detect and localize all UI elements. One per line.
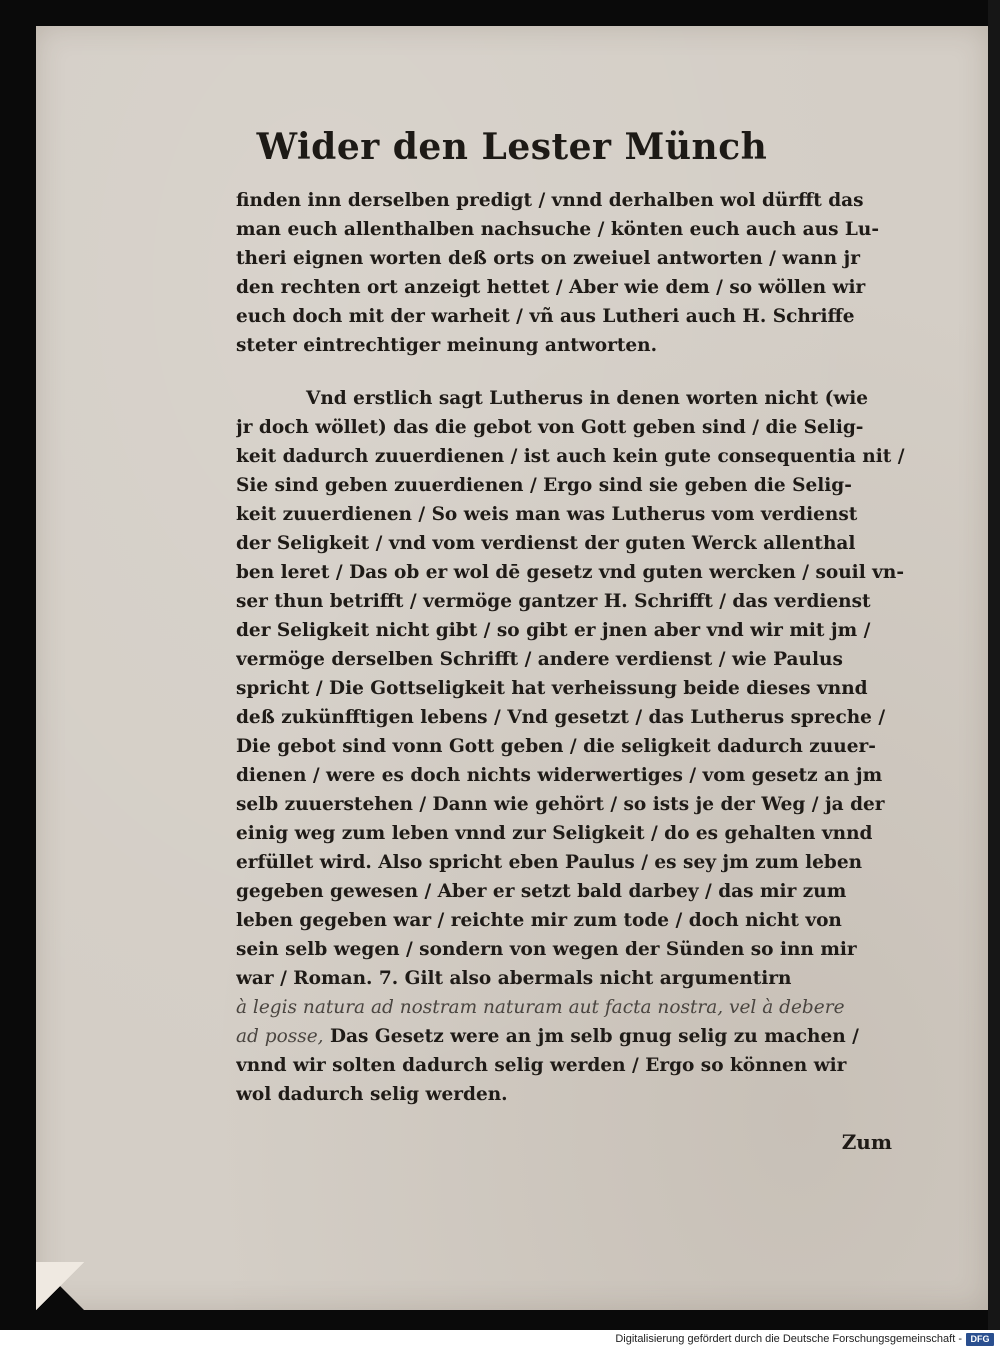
text-line: euch doch mit der warheit / vñ aus Lutheri auch H. Schriffe (236, 306, 855, 327)
book-page (36, 26, 988, 1310)
dfg-logo-icon: DFG (966, 1333, 994, 1346)
text-line: ben leret / Das ob er wol dē gesetz vnd guten wercken / souil vn- (236, 562, 905, 583)
text-line: selb zuuerstehen / Dann wie gehört / so ists je der Weg / ja der (236, 794, 885, 815)
text-line: erfüllet wird. Also spricht eben Paulus / es sey jm zum leben (236, 852, 863, 873)
text-line: spricht / Die Gottseligkeit hat verheissung beide dieses vnnd (236, 678, 868, 699)
text-line: den rechten ort anzeigt hettet / Aber wie dem / so wöllen wir (236, 277, 866, 298)
catchword: Zum (841, 1130, 892, 1154)
text-line: ser thun betrifft / vermöge gantzer H. Schrifft / das verdienst (236, 591, 871, 612)
text-line: keit zuuerdienen / So weis man was Lutherus vom verdienst (236, 504, 858, 525)
paragraph-1 (236, 186, 944, 360)
text-line: deß zukünfftigen lebens / Vnd gesetzt / das Lutherus spreche / (236, 707, 886, 728)
text-line: finden inn derselben predigt / vnnd derhalben wol dürfft das (236, 190, 864, 211)
footer-credit: Digitalisierung gefördert durch die Deutsche Forschungsgemeinschaft - (615, 1333, 962, 1345)
text-line: à legis natura ad nostram naturam aut facta nostra, vel à debere (236, 997, 845, 1018)
text-line: keit dadurch zuuerdienen / ist auch kein gute consequentia nit / (236, 446, 905, 467)
text-line: dienen / were es doch nichts widerwertiges / vom gesetz an jm (236, 765, 883, 786)
text-line: jr doch wöllet) das die gebot von Gott geben sind / die Selig- (236, 417, 864, 438)
text-line: Vnd erstlich sagt Lutherus in denen worten nicht (wie (306, 388, 869, 409)
german-phrase: Das Gesetz were an jm selb gnug selig zu machen / (323, 1026, 859, 1047)
footer-bar (0, 1330, 1000, 1350)
text-line (236, 1022, 944, 1051)
text-line: steter eintrechtiger meinung antworten. (236, 335, 658, 356)
text-line: der Seligkeit / vnd vom verdienst der guten Werck allenthal (236, 533, 856, 554)
text-line: sein selb wegen / sondern von wegen der Sünden so inn mir (236, 939, 857, 960)
text-line: gegeben gewesen / Aber er setzt bald darbey / das mir zum (236, 881, 847, 902)
text-line: vnnd wir solten dadurch selig werden / Ergo so können wir (236, 1055, 847, 1076)
text-line: der Seligkeit nicht gibt / so gibt er jnen aber vnd wir mit jm / (236, 620, 871, 641)
text-line: Die gebot sind vonn Gott geben / die seligkeit dadurch zuuer- (236, 736, 876, 757)
paragraph-2 (236, 384, 944, 1109)
text-line: einig weg zum leben vnnd zur Seligkeit / do es gehalten vnnd (236, 823, 873, 844)
text-line: man euch allenthalben nachsuche / könten euch auch aus Lu- (236, 219, 880, 240)
binding-edge (988, 0, 1000, 1330)
text-line: Sie sind geben zuuerdienen / Ergo sind sie geben die Selig- (236, 475, 852, 496)
text-line: war / Roman. 7. Gilt also abermals nicht argumentirn (236, 968, 792, 989)
text-line: leben gegeben war / reichte mir zum tode / doch nicht von (236, 910, 842, 931)
latin-phrase: ad posse, (236, 1026, 324, 1047)
text-line: theri eignen worten deß orts on zweiuel antworten / wann jr (236, 248, 860, 269)
running-head: Wider den Lester Münch (256, 126, 768, 168)
text-line: vermöge derselben Schrifft / andere verdienst / wie Paulus (236, 649, 843, 670)
folded-corner (36, 1262, 84, 1310)
text-line: wol dadurch selig werden. (236, 1084, 508, 1105)
